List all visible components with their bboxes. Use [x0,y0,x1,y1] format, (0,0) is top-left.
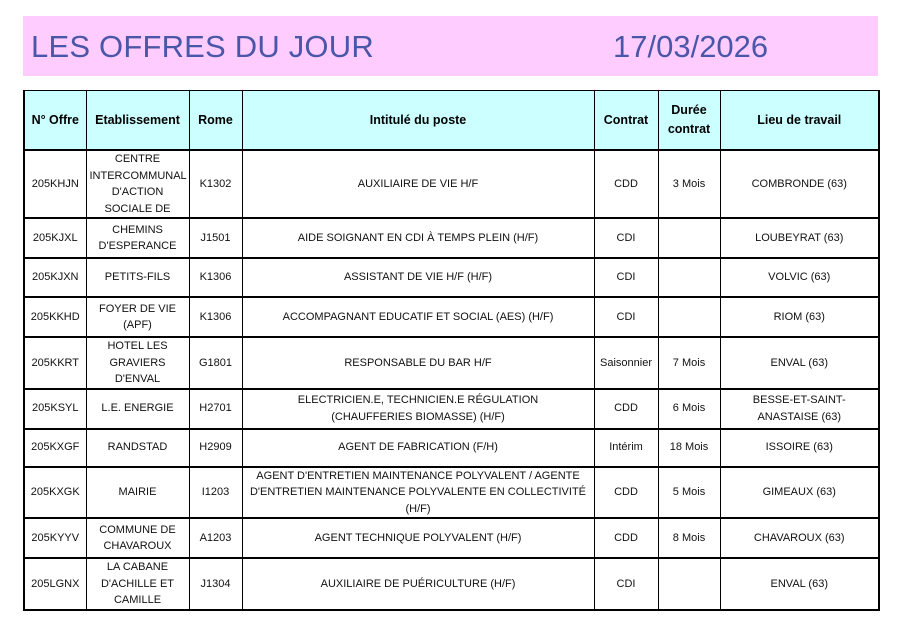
cell-contrat: CDI [594,297,658,337]
cell-duree: 5 Mois [658,467,720,519]
cell-contrat: CDD [594,389,658,429]
cell-lieu: CHAVAROUX (63) [720,518,879,558]
table-header-row [24,91,879,151]
column-header-offre: N° Offre [24,91,86,151]
column-header-rome: Rome [189,91,242,151]
cell-etablissement: MAIRIE [86,467,189,519]
cell-intitule: ACCOMPAGNANT EDUCATIF ET SOCIAL (AES) (H/F) [242,297,594,337]
cell-offre: 205KKHD [24,297,86,337]
cell-lieu: GIMEAUX (63) [720,467,879,519]
cell-duree: 8 Mois [658,518,720,558]
cell-offre: 205KSYL [24,389,86,429]
table-row [24,150,879,218]
cell-intitule: AGENT D'ENTRETIEN MAINTENANCE POLYVALENT / AGENTE D'ENTRETIEN MAINTENANCE POLYVALENTE EN COLLECTIVITÉ (H/F) [242,467,594,519]
column-header-duree: Durée contrat [658,91,720,151]
cell-rome: A1203 [189,518,242,558]
cell-intitule: AUXILIAIRE DE PUÉRICULTURE (H/F) [242,558,594,610]
cell-offre: 205LGNX [24,558,86,610]
table-row [24,429,879,467]
column-header-intitule: Intitulé du poste [242,91,594,151]
cell-rome: G1801 [189,337,242,389]
table-row [24,518,879,558]
page-date: 17/03/2026 [613,29,769,64]
table-row [24,218,879,258]
cell-duree [658,218,720,258]
cell-contrat: Saisonnier [594,337,658,389]
cell-contrat: CDD [594,467,658,519]
cell-etablissement: FOYER DE VIE (APF) [86,297,189,337]
cell-offre: 205KXGK [24,467,86,519]
cell-etablissement: CENTRE INTERCOMMUNAL D'ACTION SOCIALE DE [86,150,189,218]
cell-etablissement: L.E. ENERGIE [86,389,189,429]
cell-duree [658,297,720,337]
column-header-etablissement: Etablissement [86,91,189,151]
cell-offre: 205KJXN [24,258,86,297]
cell-rome: K1306 [189,297,242,337]
cell-duree: 18 Mois [658,429,720,467]
cell-duree: 7 Mois [658,337,720,389]
cell-duree: 6 Mois [658,389,720,429]
page-title: LES OFFRES DU JOUR [31,29,374,64]
cell-rome: H2701 [189,389,242,429]
cell-intitule: AIDE SOIGNANT EN CDI À TEMPS PLEIN (H/F) [242,218,594,258]
cell-offre: 205KYYV [24,518,86,558]
cell-lieu: RIOM (63) [720,297,879,337]
cell-etablissement: RANDSTAD [86,429,189,467]
table-row [24,558,879,610]
cell-lieu: ENVAL (63) [720,558,879,610]
cell-etablissement: COMMUNE DE CHAVAROUX [86,518,189,558]
cell-contrat: CDI [594,218,658,258]
cell-offre: 205KXGF [24,429,86,467]
cell-etablissement: LA CABANE D'ACHILLE ET CAMILLE [86,558,189,610]
cell-lieu: VOLVIC (63) [720,258,879,297]
cell-rome: J1304 [189,558,242,610]
cell-etablissement: HOTEL LES GRAVIERS D'ENVAL [86,337,189,389]
cell-lieu: ISSOIRE (63) [720,429,879,467]
cell-duree [658,258,720,297]
cell-contrat: Intérim [594,429,658,467]
column-header-contrat: Contrat [594,91,658,151]
cell-rome: H2909 [189,429,242,467]
table-row [24,258,879,297]
cell-offre: 205KKRT [24,337,86,389]
column-header-lieu: Lieu de travail [720,91,879,151]
cell-lieu: COMBRONDE (63) [720,150,879,218]
cell-intitule: AUXILIAIRE DE VIE H/F [242,150,594,218]
cell-lieu: ENVAL (63) [720,337,879,389]
cell-etablissement: CHEMINS D'ESPERANCE [86,218,189,258]
cell-rome: I1203 [189,467,242,519]
cell-etablissement: PETITS-FILS [86,258,189,297]
cell-lieu: LOUBEYRAT (63) [720,218,879,258]
cell-intitule: AGENT DE FABRICATION (F/H) [242,429,594,467]
cell-intitule: ASSISTANT DE VIE H/F (H/F) [242,258,594,297]
cell-rome: K1302 [189,150,242,218]
table-row [24,389,879,429]
table-row [24,337,879,389]
cell-intitule: RESPONSABLE DU BAR H/F [242,337,594,389]
cell-intitule: ELECTRICIEN.E, TECHNICIEN.E RÉGULATION (CHAUFFERIES BIOMASSE) (H/F) [242,389,594,429]
cell-lieu: BESSE-ET-SAINT-ANASTAISE (63) [720,389,879,429]
cell-offre: 205KHJN [24,150,86,218]
cell-contrat: CDD [594,518,658,558]
cell-rome: J1501 [189,218,242,258]
cell-contrat: CDI [594,258,658,297]
cell-intitule: AGENT TECHNIQUE POLYVALENT (H/F) [242,518,594,558]
page-header [23,16,878,76]
cell-duree [658,558,720,610]
table-row [24,297,879,337]
cell-contrat: CDI [594,558,658,610]
table-row [24,467,879,519]
offers-table [23,90,880,611]
cell-offre: 205KJXL [24,218,86,258]
cell-duree: 3 Mois [658,150,720,218]
cell-contrat: CDD [594,150,658,218]
cell-rome: K1306 [189,258,242,297]
